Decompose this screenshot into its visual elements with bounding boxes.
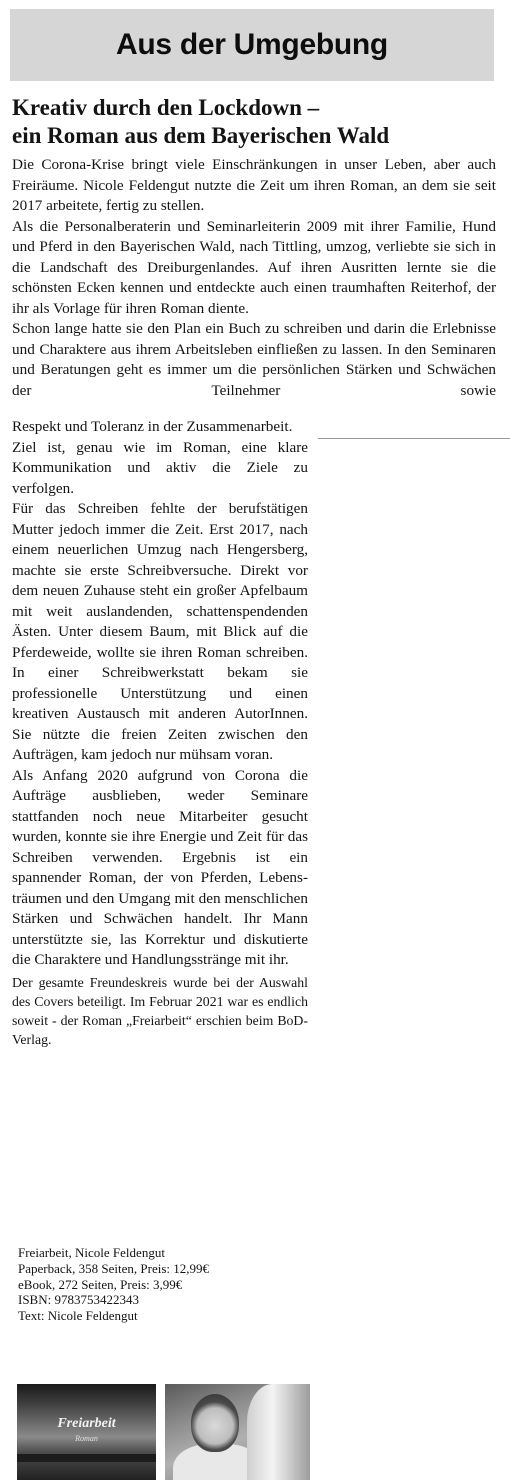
lead-paragraph: Als die Personalberaterin und Seminarleiterin 2009 mit ihrer Familie, Hund und Pferd in den Bayerischen Wald, nach Tittling, umzog, verliebte sie sich in die Landschaft des Dreiburgenlandes. Auf ihren Ausritten lernte sie die schönsten Ecken kennen und entdeckte auch einen traumhaften Reiterhof, der ihr als Vorlage für ihren Roman diente. (12, 217, 496, 317)
book-info-credit: Text: Nicole Feldengut (18, 1308, 138, 1324)
body-paragraph: Ziel ist, genau wie im Roman, eine klare Kommunikation und aktiv die Ziele zu verfolgen. (12, 438, 308, 497)
closing-paragraph: Der gesamte Freundeskreis wurde bei der Auswahl des Covers beteiligt. Im Februar 2021 war es endlich soweit - der Roman „Freiarbeit“ erschien beim BoD-Verlag. (12, 974, 308, 1047)
book-info-ebook: eBook, 272 Seiten, Preis: 3,99€ (18, 1276, 183, 1292)
lead-paragraph: Die Corona-Krise bringt viele Einschränkungen in unser Leben, aber auch Freiräume. Nicole Feldengut nutzte die Zeit um ihren Roman, an dem sie seit 2017 arbeitete, fertig zu stellen. (12, 156, 496, 214)
book-info-paperback: Paperback, 358 Seiten, Preis: 12,99€ (18, 1260, 209, 1276)
horse-figure (247, 1384, 310, 1480)
cover-horizon (17, 1454, 156, 1462)
lead-paragraph: Schon lange hatte sie den Plan ein Buch zu schreiben und darin die Erlebnisse und Charaktere aus ihrem Arbeitsleben einfließen zu lassen. In den Seminaren und Beratungen geht es immer um die persönlichen Stärken und Schwächen der Teilnehmer sowie (12, 320, 496, 399)
headline-line-1: Kreativ durch den Lockdown – (12, 95, 320, 120)
book-info-title: Freiarbeit, Nicole Feldengut (18, 1245, 165, 1260)
section-title: Aus der Umgebung (116, 28, 388, 61)
body-paragraph: Für das Schreiben fehlte der berufstätigen Mutter jedoch immer die Zeit. Erst 2017, nach einem neuerlichen Umzug nach Hengersberg, machte sie erste Schreibversuche. Direkt vor dem neuen Zuhause steht ein großer Apfelbaum mit weit auslandenden, schattenspendenden Ästen. Unter diesem Baum, mit Blick auf die Pferdeweide, wollte sie ihren Roman schreiben. In einer Schreibwerkstatt bekam sie professionelle Unterstützung und einen kreativen Austausch mit anderen AutorInnen. Sie nützte die freien Zeiten zwischen den Aufträgen, kam jedoch nur mühsam voran. (12, 500, 308, 763)
book-info (18, 1245, 318, 1324)
body-column (12, 417, 308, 1049)
column-divider (318, 438, 510, 439)
article-headline (12, 94, 496, 150)
section-banner (10, 9, 494, 81)
author-photo (165, 1384, 310, 1480)
headline-line-2: ein Roman aus dem Bayerischen Wald (12, 123, 390, 148)
body-paragraph: Als Anfang 2020 aufgrund von Corona die Aufträge ausblieben, weder Seminare stattfanden noch neue Mitarbeiter gesucht wurden, konnte sie ihre Energie und Zeit für das Schreiben verwenden. Ergebnis ist ein spannender Roman, der von Pferden, Lebensträumen und den Umgang mit den menschlichen Stärken und Schwächen handelt. Ihr Mann unterstützte sie, las Korrektur und diskutierte die Charaktere und Handlungsstränge mit ihr. (12, 766, 308, 968)
author-head (191, 1394, 239, 1452)
book-info-isbn: ISBN: 9783753422343 (18, 1292, 139, 1308)
book-cover-image (17, 1384, 156, 1480)
cover-title: Freiarbeit (57, 1416, 116, 1431)
body-paragraph: Respekt und Toleranz in der Zusammenarbeit. (12, 418, 293, 435)
cover-subtitle: Roman (75, 1434, 98, 1443)
lead-text (12, 155, 496, 401)
